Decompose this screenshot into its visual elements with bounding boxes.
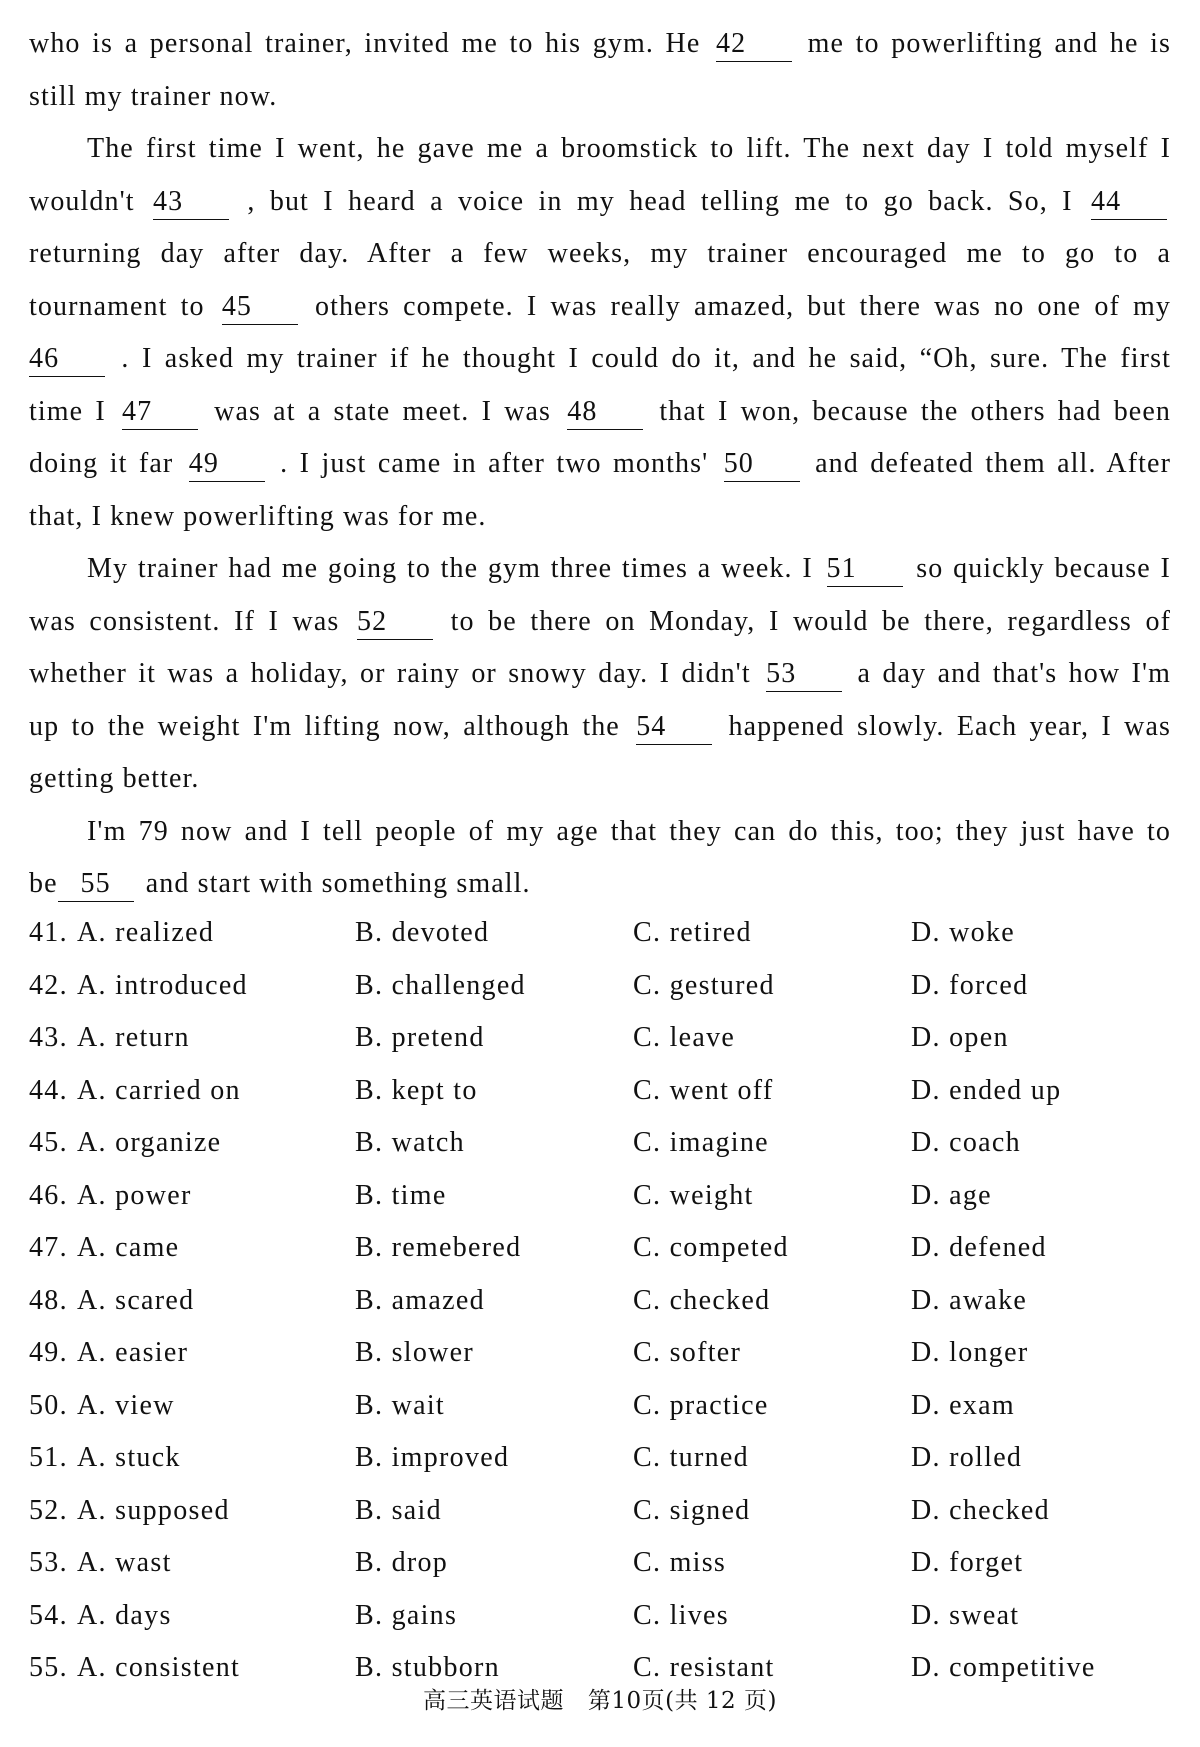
option-d: D. ended up [911,1074,1062,1106]
option-a: A. scared [77,1284,195,1316]
option-b: B. improved [355,1442,510,1473]
option-c: C. competed [633,1232,789,1263]
option-c: C. checked [633,1284,771,1316]
option-d: D. exam [911,1389,1015,1421]
passage-text: , but I heard a voice in my head telling me to go back. So, I [247,185,1073,217]
option-b: B. drop [355,1547,449,1578]
question-number: 52. [29,1494,68,1526]
option-c: C. resistant [633,1652,775,1683]
passage-text: up to the weight I'm lifting now, although the [29,710,620,742]
passage-line [29,806,1171,859]
page-footer [0,1682,1200,1715]
answer-blank: 51 [827,552,903,587]
option-a: A. return [77,1022,190,1053]
answer-blank: 49 [189,447,265,482]
passage-text: so quickly because I [916,553,1171,584]
passage-line [29,18,1171,71]
question-row [29,1327,1171,1380]
passage-text: still my trainer now. [29,80,278,112]
option-c: C. imagine [633,1127,769,1158]
option-d: D. rolled [911,1442,1023,1473]
question-row [29,907,1171,960]
option-d: D. awake [911,1284,1028,1316]
option-c: C. signed [633,1494,751,1526]
passage-text: The first time I went, he gave me a broomstick to lift. The next day I told myself I [87,133,1171,164]
answer-blank: 43 [153,185,229,220]
cloze-passage [29,18,1171,911]
option-c: C. gestured [633,969,775,1001]
passage-text: that, I knew powerlifting was for me. [29,500,487,532]
option-d: D. open [911,1022,1009,1053]
answer-blank: 53 [766,657,842,692]
question-row [29,1485,1171,1538]
passage-line [29,858,1171,911]
option-a: A. organize [77,1127,222,1158]
option-d: D. checked [911,1494,1050,1526]
option-b: B. slower [355,1337,475,1368]
question-row [29,1065,1171,1118]
option-c: C. leave [633,1022,736,1053]
answer-blank: 52 [357,605,433,640]
option-d: D. defened [911,1232,1047,1263]
option-d: D. forget [911,1547,1024,1578]
option-a: A. consistent [77,1652,241,1683]
question-row [29,1170,1171,1223]
option-b: B. pretend [355,1022,485,1053]
option-d: D. longer [911,1337,1029,1368]
exam-title: 高三英语试题 [423,1688,565,1714]
passage-text: returning day after day. After a few weeks, my trainer encouraged me to go to a [29,238,1171,269]
question-number: 53. [29,1547,68,1578]
option-b: B. amazed [355,1284,485,1316]
question-number: 54. [29,1599,68,1631]
passage-text: others compete. I was really amazed, but there was no one of my [314,290,1171,322]
passage-text: who is a personal trainer, invited me to his gym. He [29,28,701,59]
question-row [29,1380,1171,1433]
passage-line [29,596,1171,649]
passage-line [29,701,1171,754]
passage-text: getting better. [29,763,200,794]
question-row [29,1432,1171,1485]
question-number: 55. [29,1652,68,1683]
passage-line [29,753,1171,806]
passage-line [29,438,1171,491]
question-number: 45. [29,1127,68,1158]
option-d: D. competitive [911,1652,1096,1683]
answer-blank: 45 [222,290,298,325]
passage-line [29,491,1171,544]
option-b: B. kept to [355,1074,478,1106]
option-a: A. supposed [77,1494,230,1526]
passage-text: . I just came in after two months' [280,448,709,479]
question-row [29,1012,1171,1065]
option-c: C. turned [633,1442,749,1473]
passage-text: was at a state meet. I was [214,395,552,427]
option-c: C. weight [633,1179,754,1211]
question-row [29,960,1171,1013]
passage-text: whether it was a holiday, or rainy or snowy day. I didn't [29,658,751,689]
passage-line [29,648,1171,701]
passage-text: . I asked my trainer if he thought I could do it, and he said, “Oh, sure. The first [121,343,1171,374]
passage-text: wouldn't [29,185,135,217]
passage-text: happened slowly. Each year, I was [728,710,1172,742]
passage-text: me to powerlifting and he is [807,28,1171,59]
passage-text: be [29,868,58,899]
option-a: A. introduced [77,969,248,1001]
answer-blank: 44 [1091,185,1167,220]
question-number: 41. [29,917,68,948]
question-number: 50. [29,1389,68,1421]
question-number: 48. [29,1284,68,1316]
option-b: B. devoted [355,917,490,948]
answer-blank: 47 [122,395,198,430]
option-b: B. stubborn [355,1652,500,1683]
passage-text: I'm 79 now and I tell people of my age that they can do this, too; they just have to [87,815,1171,847]
passage-text: to be there on Monday, I would be there, regardless of [450,605,1171,637]
option-a: A. came [77,1232,180,1263]
passage-text: time I [29,395,106,427]
option-c: C. went off [633,1074,774,1106]
passage-text: tournament to [29,290,205,322]
passage-text: and start with something small. [145,868,531,899]
question-number: 49. [29,1337,68,1368]
option-a: A. easier [77,1337,189,1368]
option-b: B. time [355,1179,447,1211]
passage-text: was consistent. If I was [29,605,340,637]
passage-text: that I won, because the others had been [659,395,1171,427]
question-row [29,1537,1171,1590]
passage-line [29,176,1171,229]
question-number: 43. [29,1022,68,1053]
answer-blank: 50 [724,447,800,482]
question-row [29,1590,1171,1643]
option-d: D. coach [911,1127,1021,1158]
passage-line [29,333,1171,386]
passage-line [29,228,1171,281]
option-c: C. practice [633,1389,769,1421]
option-a: A. days [77,1599,172,1631]
passage-text: and defeated them all. After [815,448,1171,479]
answer-blank: 55 [58,867,134,902]
answer-blank: 54 [636,710,712,745]
passage-text: doing it far [29,448,174,479]
option-a: A. view [77,1389,175,1421]
answer-blank: 46 [29,342,105,377]
option-a: A. stuck [77,1442,181,1473]
question-row [29,1275,1171,1328]
option-c: C. retired [633,917,752,948]
option-a: A. realized [77,917,215,948]
answer-blank: 42 [716,27,792,62]
passage-line [29,71,1171,124]
option-d: D. age [911,1179,992,1211]
question-row [29,1117,1171,1170]
question-number: 51. [29,1442,68,1473]
question-row [29,1222,1171,1275]
passage-line [29,123,1171,176]
question-number: 44. [29,1074,68,1106]
question-number: 47. [29,1232,68,1263]
passage-line [29,281,1171,334]
option-a: A. power [77,1179,192,1211]
answer-options [29,907,1171,1695]
option-c: C. lives [633,1599,729,1631]
passage-text: My trainer had me going to the gym three times a week. I [87,553,813,584]
option-b: B. wait [355,1389,445,1421]
option-b: B. said [355,1494,442,1526]
passage-line [29,543,1171,596]
option-d: D. forced [911,969,1029,1001]
option-d: D. woke [911,917,1015,948]
option-a: A. wast [77,1547,172,1578]
option-a: A. carried on [77,1074,241,1106]
option-c: C. miss [633,1547,727,1578]
option-b: B. gains [355,1599,458,1631]
option-d: D. sweat [911,1599,1020,1631]
option-c: C. softer [633,1337,742,1368]
question-number: 42. [29,969,68,1001]
question-number: 46. [29,1179,68,1211]
passage-line [29,386,1171,439]
option-b: B. watch [355,1127,465,1158]
passage-text: a day and that's how I'm [857,658,1171,689]
option-b: B. remebered [355,1232,522,1263]
answer-blank: 48 [567,395,643,430]
option-b: B. challenged [355,969,526,1001]
page-number: 第10页(共 12 页) [587,1688,777,1714]
